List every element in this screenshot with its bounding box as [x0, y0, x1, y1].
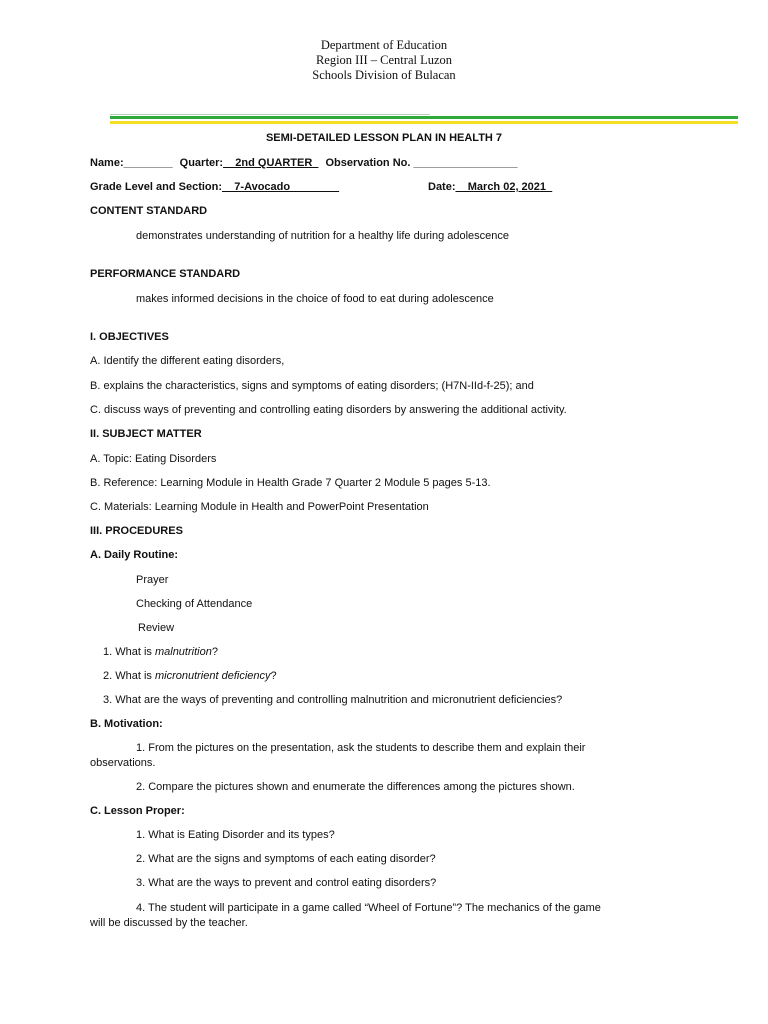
motivation-item-1: 1. From the pictures on the presentation, ask the students to describe them and explain their	[136, 742, 586, 754]
subject-matter-item: C. Materials: Learning Module in Health and PowerPoint Presentation	[90, 501, 429, 513]
objective-item: C. discuss ways of preventing and controlling eating disorders by answering the additional activity.	[90, 404, 567, 416]
name-blank: ________	[123, 157, 173, 169]
review-question	[103, 694, 562, 706]
grade-label: Grade Level and Section:	[90, 181, 223, 193]
review-question	[103, 646, 218, 658]
objective-item: B. explains the characteristics, signs and symptoms of eating disorders; (H7N-IId-f-25); and	[90, 380, 534, 392]
motivation-item-2: 2. Compare the pictures shown and enumerate the differences among the pictures shown.	[136, 781, 575, 793]
lesson-proper-heading: C. Lesson Proper:	[90, 805, 185, 817]
info-line-name	[90, 157, 518, 169]
header-green-bar	[110, 116, 738, 119]
question-italic-term: malnutrition	[154, 646, 212, 658]
question-suffix: ?	[211, 646, 218, 658]
observation-label: Observation No.	[325, 157, 411, 169]
lesson-proper-item: 1. What is Eating Disorder and its types?	[136, 829, 335, 841]
daily-routine-item: Prayer	[136, 574, 169, 586]
header-thin-rule	[110, 114, 430, 115]
date-value: __March 02, 2021_	[455, 181, 553, 193]
document-header	[0, 38, 768, 83]
name-label: Name:	[90, 157, 124, 169]
region-name: Region III – Central Luzon	[315, 53, 453, 67]
motivation-heading: B. Motivation:	[90, 718, 163, 730]
question-text: 3. What are the ways of preventing and controlling malnutrition and micronutrient deficiencies?	[103, 694, 563, 706]
observation-blank: _________________	[413, 157, 518, 169]
lesson-proper-item-4: 4. The student will participate in a game called “Wheel of Fortune”? The mechanics of the game	[136, 902, 601, 914]
performance-standard-text: makes informed decisions in the choice of food to eat during adolescence	[136, 293, 494, 305]
department-name: Department of Education	[320, 38, 448, 52]
content-standard-heading: CONTENT STANDARD	[90, 205, 208, 217]
objective-item: A. Identify the different eating disorders,	[90, 355, 285, 367]
division-name: Schools Division of Bulacan	[312, 68, 456, 82]
quarter-label: Quarter:	[179, 157, 224, 169]
lesson-proper-item-4-continued: will be discussed by the teacher.	[90, 917, 248, 929]
daily-routine-item: Review	[138, 622, 175, 634]
subject-matter-item: A. Topic: Eating Disorders	[90, 453, 217, 465]
content-standard-text: demonstrates understanding of nutrition for a healthy life during adolescence	[136, 230, 510, 242]
info-line-date	[428, 181, 552, 193]
question-suffix: ?	[270, 670, 277, 682]
question-text: 1. What is	[103, 646, 155, 658]
question-text: 2. What is	[103, 670, 155, 682]
info-line-grade	[90, 181, 339, 193]
performance-standard-heading: PERFORMANCE STANDARD	[90, 268, 241, 280]
daily-routine-item: Checking of Attendance	[136, 598, 253, 610]
date-label: Date:	[428, 181, 456, 193]
lesson-proper-item: 2. What are the signs and symptoms of each eating disorder?	[136, 853, 436, 865]
lesson-plan-title: SEMI-DETAILED LESSON PLAN IN HEALTH 7	[265, 132, 503, 144]
subject-matter-item: B. Reference: Learning Module in Health Grade 7 Quarter 2 Module 5 pages 5-13.	[90, 477, 491, 489]
quarter-value: __2nd QUARTER_	[223, 157, 319, 169]
grade-value: __7-Avocado________	[222, 181, 340, 193]
lesson-proper-item: 3. What are the ways to prevent and control eating disorders?	[136, 877, 437, 889]
daily-routine-heading: A. Daily Routine:	[90, 549, 179, 561]
procedures-heading: III. PROCEDURES	[90, 525, 183, 537]
subject-matter-heading: II. SUBJECT MATTER	[90, 428, 202, 440]
motivation-item-1-continued: observations.	[90, 757, 156, 769]
header-yellow-bar	[110, 121, 738, 124]
objectives-heading: I. OBJECTIVES	[90, 331, 169, 343]
review-question	[103, 670, 277, 682]
question-italic-term: micronutrient deficiency	[154, 670, 271, 682]
